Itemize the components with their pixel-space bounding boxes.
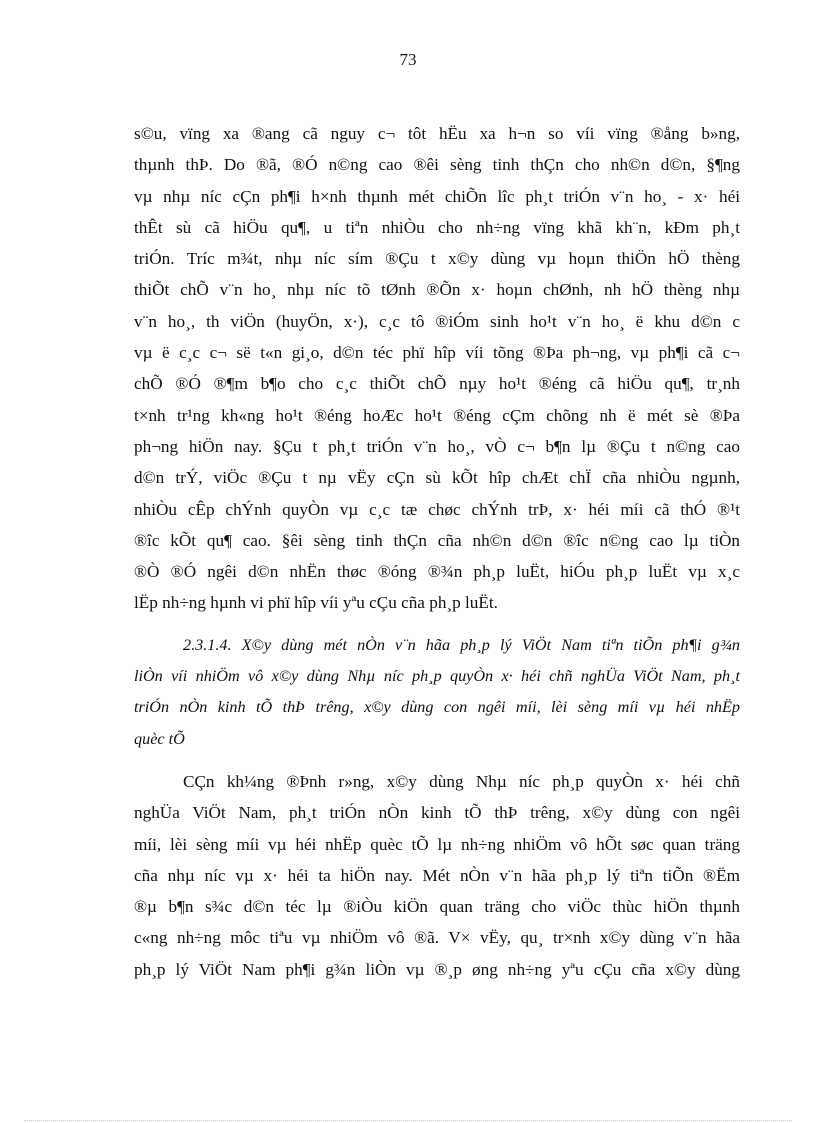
text-line: lËp nh÷ng hµnh vi phï hîp víi yªu cÇu cña ph¸p luËt. <box>134 593 498 613</box>
page-content <box>134 118 740 985</box>
text-line: CÇn kh¼ng ®Þnh r»ng, x©y dùng Nhµ níc ph¸p quyÒn x· héi chñ <box>183 771 740 791</box>
text-line: t×nh tr¹ng kh«ng ho¹t ®éng hoÆc ho¹t ®éng cÇm chõng nh ë mét sè ®Þa <box>134 405 740 425</box>
text-line: vµ ë c¸c c¬ së t«n gi¸o, d©n téc phï hîp víi tõng ®Þa ph¬ng, vµ ph¶i cã c¬ <box>134 343 740 363</box>
section-heading <box>134 630 740 755</box>
text-line: chÕ ®Ó ®¶m b¶o cho c¸c thiÕt chÕ nµy ho¹t ®éng cã hiÖu qu¶, tr¸nh <box>134 374 740 394</box>
text-line: vµ nhµ níc cÇn ph¶i h×nh thµnh mét chiÕn lîc ph¸t triÓn v¨n ho¸ - x· héi <box>134 186 740 206</box>
text-line: ®Ò ®Ó ngêi d©n nhËn thøc ®óng ®¾n ph¸p luËt, hiÓu ph¸p luËt vµ x¸c <box>134 562 740 582</box>
text-line: nghÜa ViÖt Nam, ph¸t triÓn nÒn kinh tÕ thÞ trêng, x©y dùng con ngêi <box>134 803 740 823</box>
page-number: 73 <box>399 50 417 69</box>
heading-line: 2.3.1.4. X©y dùng mét nÒn v¨n hãa ph¸p lý ViÖt Nam tiªn tiÕn ph¶i g¾n <box>183 635 740 654</box>
text-line: míi, lèi sèng míi vµ héi nhËp quèc tÕ lµ nh÷ng nhiÖm vô hÕt søc quan träng <box>134 834 740 854</box>
text-line: ph¸p lý ViÖt Nam ph¶i g¾n liÒn vµ ®¸p øng nh÷ng yªu cÇu cña x©y dùng <box>134 959 740 979</box>
body-paragraph-1 <box>134 118 740 619</box>
text-line: d©n trÝ, viÖc ®Çu t nµ vËy cÇn sù kÕt hîp chÆt chÏ cña nhiÒu ngµnh, <box>134 468 740 488</box>
heading-line: liÒn víi nhiÖm vô x©y dùng Nhµ níc ph¸p quyÒn x· héi chñ nghÜa ViÖt Nam, ph¸t <box>134 667 740 686</box>
body-paragraph-2 <box>134 766 740 985</box>
text-line: ph¬ng hiÖn nay. §Çu t ph¸t triÓn v¨n ho¸, vÒ c¬ b¶n lµ ®Çu t n©ng cao <box>134 436 740 456</box>
heading-line: quèc tÕ <box>134 729 185 748</box>
text-line: v¨n ho¸, th viÖn (huyÖn, x·), c¸c tô ®iÓm sinh ho¹t v¨n ho¸ ë khu d©n c <box>134 311 740 331</box>
text-line: thiÕt chÕ v¨n ho¸ nhµ níc tõ tØnh ®Õn x· hoµn chØnh, nh hÖ thèng nhµ <box>134 280 740 300</box>
text-line: ®µ b¶n s¾c d©n téc lµ ®iÒu kiÖn quan träng cho viÖc thùc hiÖn thµnh <box>134 897 740 917</box>
heading-line: triÓn nÒn kinh tÕ thÞ trêng, x©y dùng con ngêi míi, lèi sèng míi vµ héi nhËp <box>134 698 740 717</box>
text-line: triÓn. Tríc m¾t, nhµ níc sím ®Çu t x©y dùng vµ hoµn thiÖn hÖ thèng <box>134 249 740 269</box>
text-line: ®îc kÕt qu¶ cao. §êi sèng tinh thÇn cña nh©n d©n ®îc n©ng cao lµ tiÒn <box>134 530 740 550</box>
text-line: thÊt sù cã hiÖu qu¶, u tiªn nhiÒu cho nh÷ng vïng khã kh¨n, kÐm ph¸t <box>134 217 740 237</box>
text-line: c«ng nh÷ng môc tiªu vµ nhiÖm vô ®ã. V× vËy, qu¸ tr×nh x©y dùng v¨n hãa <box>134 928 740 948</box>
page-bottom-divider <box>24 1120 792 1121</box>
text-line: cña nhµ níc vµ x· héi ta hiÖn nay. Mét nÒn v¨n hãa ph¸p lý tiªn tiÕn ®Ëm <box>134 865 740 885</box>
text-line: s©u, vïng xa ®ang cã nguy c¬ tôt hËu xa h¬n so víi vïng ®ång b»ng, <box>134 124 740 143</box>
text-line: thµnh thÞ. Do ®ã, ®Ó n©ng cao ®êi sèng tinh thÇn cho nh©n d©n, §¶ng <box>134 155 740 175</box>
text-line: nhiÒu cÊp chÝnh quyÒn vµ c¸c tæ chøc chÝnh trÞ, x· héi míi cã thÓ ®¹t <box>134 499 740 519</box>
